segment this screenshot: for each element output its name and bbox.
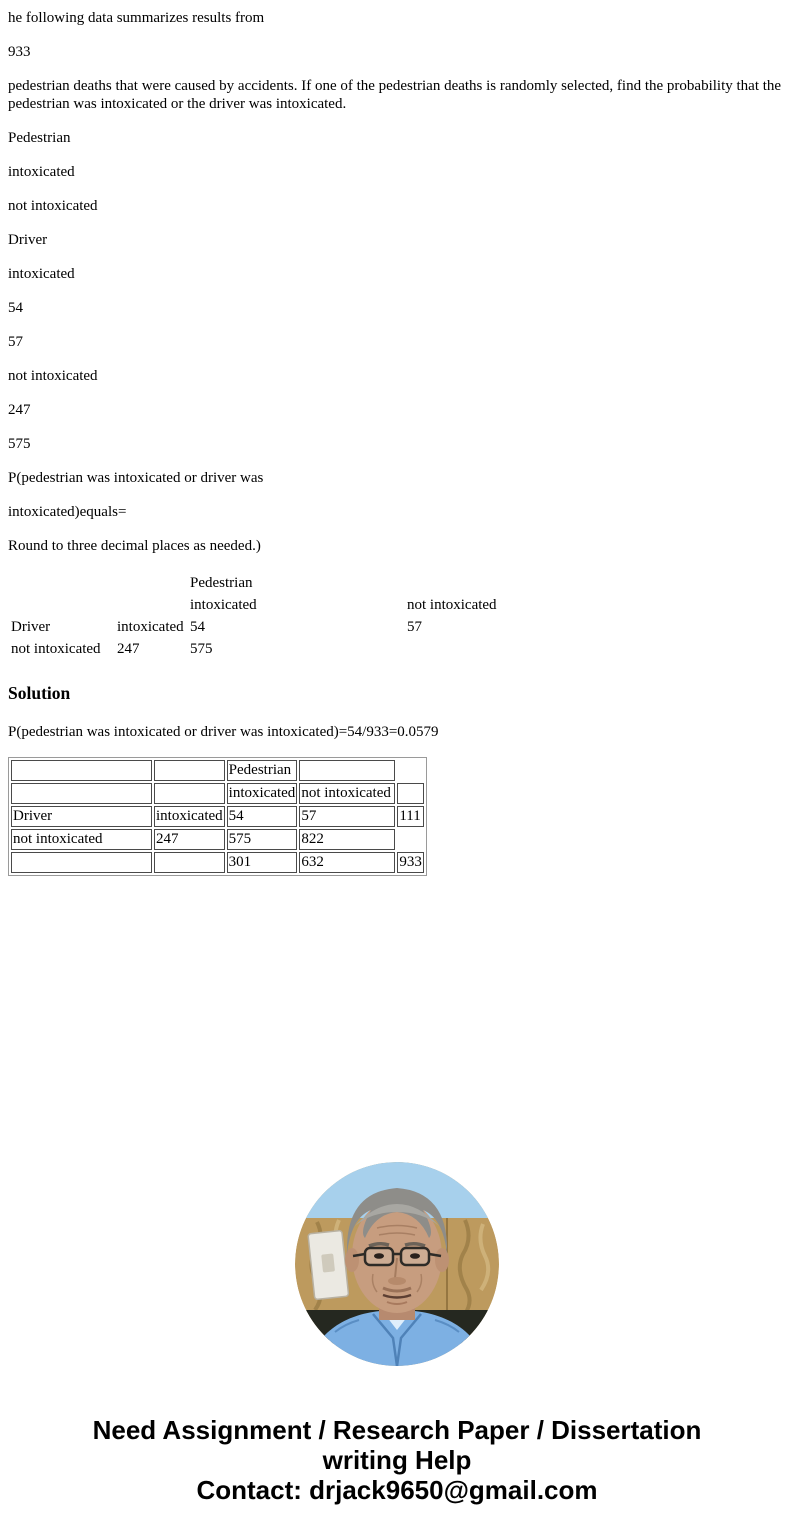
pedestrian-driver-data-table — [8, 571, 528, 661]
table-cell — [299, 760, 395, 781]
table-cell: intoxicated — [117, 619, 184, 635]
paragraph: Driver — [8, 232, 48, 248]
table-cell: 57 — [407, 619, 422, 635]
table-row — [10, 617, 526, 637]
table-cell: not intoxicated — [11, 829, 152, 850]
tutor-portrait-photo — [295, 1162, 499, 1366]
table-cell: 111 — [397, 806, 424, 827]
table-cell: Pedestrian — [227, 760, 298, 781]
paragraph: pedestrian deaths that were caused by accidents. If one of the pedestrian deaths is randomly selected, find the probability that the pedestrian was intoxicated or the driver was intoxicated. — [8, 78, 782, 112]
table-cell: 247 — [154, 829, 225, 850]
table-cell: 575 — [227, 829, 298, 850]
question-body — [8, 9, 786, 555]
table-cell — [11, 783, 152, 804]
table-cell — [397, 783, 424, 804]
footer-line-1: Need Assignment / Research Paper / Dissertation — [92, 1415, 702, 1445]
table-cell: 247 — [117, 641, 140, 657]
table-cell: intoxicated — [227, 783, 298, 804]
table-cell: 301 — [227, 852, 298, 873]
table-row — [11, 760, 424, 781]
table-cell — [11, 760, 152, 781]
table-cell: 822 — [299, 829, 395, 850]
table-cell: not intoxicated — [407, 597, 497, 613]
paragraph: P(pedestrian was intoxicated or driver was — [8, 470, 264, 486]
table-row — [11, 783, 424, 804]
table-cell — [116, 573, 187, 593]
table-row — [10, 639, 526, 659]
table-cell: 57 — [299, 806, 395, 827]
paragraph: he following data summarizes results from — [8, 10, 265, 26]
table-cell: intoxicated — [154, 806, 225, 827]
table-cell — [116, 595, 187, 615]
paragraph: not intoxicated — [8, 368, 98, 384]
table-cell — [406, 573, 526, 593]
solution-table — [8, 757, 427, 876]
table-cell — [154, 783, 225, 804]
paragraph: intoxicated — [8, 266, 75, 282]
paragraph: Pedestrian — [8, 130, 71, 146]
paragraph: Round to three decimal places as needed.) — [8, 538, 261, 554]
table-row — [11, 829, 424, 850]
table-cell: not intoxicated — [299, 783, 395, 804]
footer-contact-email: Contact: drjack9650@gmail.com — [196, 1475, 598, 1505]
table-row — [11, 852, 424, 873]
table-row — [10, 595, 526, 615]
paragraph: 575 — [8, 436, 31, 452]
table-cell: 54 — [190, 619, 205, 635]
table-cell: 933 — [397, 852, 424, 873]
table-cell: Pedestrian — [190, 575, 253, 591]
paragraph: 933 — [8, 44, 31, 60]
tutor-portrait-illustration — [295, 1162, 499, 1366]
solution-text: P(pedestrian was intoxicated or driver was intoxicated)=54/933=0.0579 — [8, 724, 439, 740]
table-cell — [10, 573, 114, 593]
paragraph: intoxicated)equals= — [8, 504, 127, 520]
table-cell: Driver — [11, 619, 51, 635]
footer-banner — [8, 1415, 786, 1505]
footer-line-2: writing Help — [322, 1445, 472, 1475]
table-cell — [10, 595, 114, 615]
table-row — [11, 806, 424, 827]
table-cell: 54 — [227, 806, 298, 827]
table-row — [10, 573, 526, 593]
table-cell — [154, 852, 225, 873]
table-cell — [11, 852, 152, 873]
table-cell: Driver — [11, 806, 152, 827]
table-cell — [406, 639, 526, 659]
paragraph: intoxicated — [8, 164, 75, 180]
table-cell: intoxicated — [190, 597, 257, 613]
photo-switch-plate — [308, 1230, 349, 1299]
table-cell: 575 — [190, 641, 213, 657]
table-cell — [154, 760, 225, 781]
table-cell: 632 — [299, 852, 395, 873]
paragraph: 54 — [8, 300, 23, 316]
paragraph: not intoxicated — [8, 198, 98, 214]
paragraph: 57 — [8, 334, 23, 350]
solution-heading: Solution — [8, 683, 71, 703]
table-cell: not intoxicated — [11, 641, 101, 657]
paragraph: 247 — [8, 402, 31, 418]
